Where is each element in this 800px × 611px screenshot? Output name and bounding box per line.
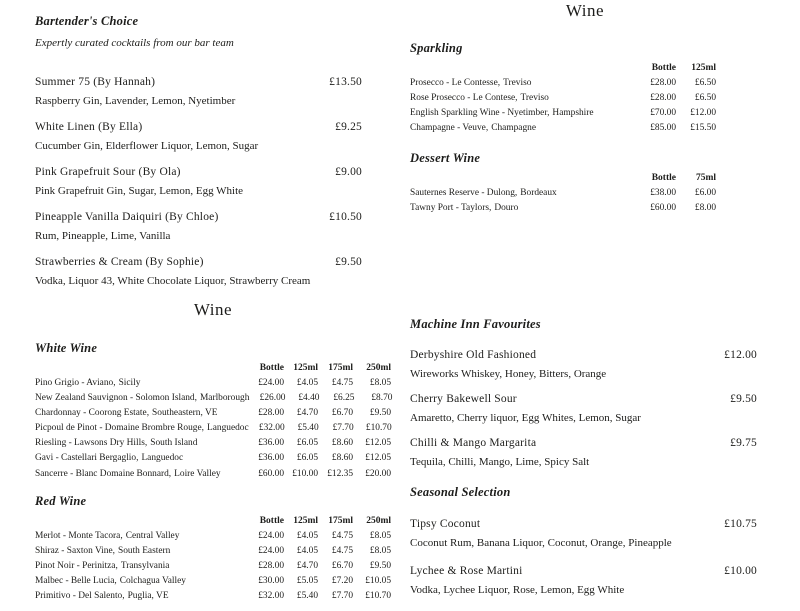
wine-price-bottle: £70.00 [650,108,676,119]
wine-name: Merlot - Monte Tacora, [35,530,123,541]
wine-price-bottle: £28.00 [650,93,676,104]
wine-price-125ml: £4.05 [296,530,318,541]
wine-region: Champagne [491,123,536,134]
cocktail-item [35,75,391,109]
cocktail-name: Summer 75 (By Hannah) [35,76,156,88]
cocktail-ingredients: Raspberry Gin, Lavender, Lemon, Nyetimber [35,95,236,107]
favourite-ingredients: Wireworks Whiskey, Honey, Bitters, Orange [410,367,607,380]
favourite-ingredients: Tequila, Chilli, Mango, Lime, Spicy Salt [410,455,590,468]
favourite-item [410,348,760,382]
wine-region: Colchagua Valley [119,575,186,586]
wine-region: Transylvania [120,560,170,571]
wine-price-bottle: £36.00 [258,438,284,449]
wine-row [410,186,716,201]
column-header-250ml: 250ml [366,515,391,526]
bartenders-choice-subtitle: Expertly curated cocktails from our bar team [35,37,234,49]
seasonal-ingredients: Vodka, Lychee Liquor, Rose, Lemon, Egg White [410,583,625,596]
column-header-125ml: 125ml [293,363,318,373]
favourite-price: £9.75 [730,436,757,449]
wine-region: Marlborough [199,393,250,404]
wine-name: Chardonnay - Coorong Estate, [35,408,150,419]
wine-row [410,121,716,136]
wine-name: Sauternes Reserve - Dulong, [410,188,518,199]
wine-price-bottle: £38.00 [650,188,676,199]
wine-region: Hampshire [552,108,594,119]
wine-price-125ml: £4.70 [296,560,318,571]
wine-price-bottle: £30.00 [258,575,284,586]
dessert-wine-title: Dessert Wine [410,151,481,166]
favourite-ingredients: Amaretto, Cherry liquor, Egg Whites, Lemon, Sugar [410,411,641,424]
wine-row [35,544,391,559]
wine-price-125ml: £5.40 [296,591,318,602]
right-column [410,1,760,611]
wine-price-125ml: £5.40 [297,423,319,434]
wine-row [35,421,391,436]
cocktail-item [35,210,391,244]
wine-price-125ml: £10.00 [292,468,318,479]
dessert-wine-header [410,171,716,186]
wine-name: Champagne - Veuve, [410,123,489,134]
wine-price-125ml: £4.70 [296,408,318,419]
wine-heading-left: Wine [193,300,233,319]
wine-row [35,529,391,544]
wine-price-250ml: £12.05 [365,453,391,464]
wine-region: Bordeaux [520,188,557,199]
wine-region: South Eastern [117,545,171,556]
wine-price-bottle: £24.00 [258,378,284,388]
column-header-bottle: Bottle [651,63,676,73]
cocktail-price: £9.00 [335,166,362,178]
column-header-175ml: 175ml [328,363,353,373]
wine-row [35,589,391,604]
wine-price-250ml: £8.70 [371,393,393,404]
wine-price-125ml: £4.05 [296,378,318,388]
favourite-name: Derbyshire Old Fashioned [410,348,537,361]
wine-row [35,391,391,406]
favourite-item [410,392,760,426]
wine-row [35,559,391,574]
red-wine-section [35,493,391,604]
wine-price-175ml: £7.70 [332,423,354,434]
cocktail-ingredients: Rum, Pineapple, Lime, Vanilla [35,230,171,242]
favourite-price: £9.50 [730,392,757,405]
wine-region: Loire Valley [174,468,221,479]
wine-price-125ml: £6.50 [694,93,716,104]
wine-name: English Sparkling Wine - Nyetimber, [410,108,550,119]
wine-price-125ml: £6.50 [694,78,716,88]
wine-price-125ml: £5.05 [296,575,318,586]
favourite-name: Cherry Bakewell Sour [410,392,517,405]
wine-price-250ml: £9.50 [369,560,391,571]
wine-price-175ml: £4.75 [331,530,353,541]
wine-price-125ml: £4.40 [298,393,320,404]
favourite-name-row [410,436,757,451]
wine-price-125ml: £12.00 [690,108,716,119]
cocktail-name-row [35,210,362,225]
wine-row [35,467,391,482]
cocktail-name-row [35,255,362,270]
wine-region: Languedoc [141,453,184,464]
cocktail-price: £13.50 [329,76,362,88]
left-column [35,13,391,604]
wine-price-bottle: £26.00 [259,393,286,404]
wine-price-bottle: £24.00 [258,530,284,541]
wine-price-175ml: £6.70 [331,408,353,419]
wine-price-175ml: £4.75 [331,545,353,556]
wine-price-125ml: £6.05 [296,453,318,464]
wine-price-175ml: £8.60 [331,453,353,464]
cocktail-name-row [35,75,362,90]
column-header-175ml: 175ml [328,515,353,526]
cocktail-name: Pineapple Vanilla Daiquiri (By Chloe) [35,211,219,223]
wine-price-bottle: £28.00 [650,78,676,88]
seasonal-name-row [410,517,757,532]
wine-price-250ml: £12.05 [365,438,391,449]
wine-price-125ml: £4.05 [296,545,318,556]
seasonal-price: £10.75 [724,517,757,530]
favourite-item [410,436,760,470]
cocktail-item [35,120,391,154]
favourites-title: Machine Inn Favourites [410,316,541,331]
wine-price-250ml: £8.05 [369,378,391,388]
seasonal-title: Seasonal Selection [410,484,511,499]
wine-name: Sancerre - Blanc Domaine Bonnard, [35,468,172,479]
wine-price-250ml: £10.05 [365,575,391,586]
wine-name: Prosecco - Le Contesse, [410,78,501,88]
wine-name: Picpoul de Pinot - Domaine Brombre Rouge, [35,423,204,434]
cocktail-price: £10.50 [329,211,362,223]
white-wine-header [35,361,391,376]
cocktail-ingredients: Pink Grapefruit Gin, Sugar, Lemon, Egg White [35,185,244,197]
cocktail-name-row [35,120,362,135]
favourite-name-row [410,348,757,363]
wine-price-175ml: £4.75 [331,378,353,388]
wine-region: Languedoc [207,423,249,434]
seasonal-price: £10.00 [724,564,757,577]
wine-price-75ml: £6.00 [694,188,716,199]
wine-region: Treviso [503,78,532,88]
wine-price-175ml: £7.70 [331,591,353,602]
white-wine-title: White Wine [35,341,98,355]
wine-region: Southeastern, VE [152,408,218,419]
wine-name: Pinot Noir - Perinitza, [35,560,118,571]
column-header-bottle: Bottle [259,515,284,526]
wine-row [410,76,716,91]
wine-row [35,436,391,451]
wine-name: Pino Grigio - Aviano, [35,378,116,388]
wine-price-250ml: £9.50 [369,408,391,419]
wine-price-bottle: £32.00 [258,423,285,434]
wine-row [410,106,716,121]
wine-price-bottle: £28.00 [258,560,284,571]
wine-row [410,91,716,106]
wine-price-250ml: £8.05 [369,545,391,556]
cocktail-list [35,75,391,289]
column-header-75ml: 75ml [695,173,716,184]
favourite-price: £12.00 [724,348,757,361]
cocktail-ingredients: Cucumber Gin, Elderflower Liquor, Lemon, Sugar [35,140,259,152]
wine-heading-right: Wine [565,1,605,20]
wine-price-75ml: £8.00 [694,203,716,214]
cocktail-price: £9.25 [335,121,362,133]
wine-name: Shiraz - Saxton Vine, [35,545,115,556]
seasonal-item [410,564,760,598]
wine-price-175ml: £6.25 [333,393,355,404]
seasonal-list [410,517,760,598]
wine-name: Malbec - Belle Lucia, [35,575,117,586]
wine-price-250ml: £10.70 [365,423,392,434]
seasonal-name: Tipsy Coconut [410,517,481,530]
wine-price-bottle: £60.00 [650,203,676,214]
cocktail-item [35,255,391,289]
cocktail-ingredients: Vodka, Liquor 43, White Chocolate Liquor, Strawberry Cream [35,275,311,287]
wine-row [35,574,391,589]
wine-region: Treviso [520,93,549,104]
wine-region: Sicily [118,378,141,388]
wine-name: Tawny Port - Taylors, [410,203,492,214]
wine-name: Gavi - Castellari Bergaglio, [35,453,139,464]
seasonal-name-row [410,564,757,579]
wine-name: Riesling - Lawsons Dry Hills, [35,438,148,449]
wine-region: South Island [150,438,198,449]
wine-name: Primitivo - Del Salento, [35,591,125,602]
favourite-name: Chilli & Mango Margarita [410,436,537,449]
wine-price-bottle: £28.00 [258,408,284,419]
cocktail-item [35,165,391,199]
wine-price-bottle: £32.00 [258,591,284,602]
column-header-bottle: Bottle [651,173,676,184]
red-wine-header [35,514,391,529]
sparkling-header [410,61,716,76]
cocktail-name: Pink Grapefruit Sour (By Ola) [35,166,181,178]
wine-name: New Zealand Sauvignon - Solomon Island, [35,393,197,404]
wine-price-175ml: £7.20 [331,575,353,586]
wine-price-175ml: £6.70 [331,560,353,571]
wine-region: Puglia, VE [127,591,169,602]
wine-price-bottle: £24.00 [258,545,284,556]
wine-region: Central Valley [125,530,180,541]
wine-price-125ml: £6.05 [296,438,318,449]
column-header-250ml: 250ml [366,363,391,373]
wine-price-bottle: £60.00 [258,468,284,479]
wine-price-175ml: £12.35 [327,468,353,479]
column-header-125ml: 125ml [293,515,318,526]
sparkling-title: Sparkling [410,41,463,55]
column-header-125ml: 125ml [691,63,716,73]
wine-price-bottle: £36.00 [258,453,284,464]
cocktail-name-row [35,165,362,180]
wine-price-175ml: £8.60 [331,438,353,449]
wine-price-125ml: £15.50 [690,123,716,134]
bartenders-choice-title: Bartender's Choice [35,14,139,28]
wine-price-250ml: £8.05 [369,530,391,541]
wine-price-250ml: £10.70 [365,591,391,602]
cocktail-price: £9.50 [335,256,362,268]
cocktail-name: White Linen (By Ella) [35,121,143,133]
wine-row [410,201,716,216]
red-wine-title: Red Wine [35,493,87,508]
seasonal-ingredients: Coconut Rum, Banana Liquor, Coconut, Orange, Pineapple [410,536,672,549]
seasonal-name: Lychee & Rose Martini [410,564,523,577]
column-header-bottle: Bottle [259,363,284,373]
wine-row [35,406,391,421]
cocktail-name: Strawberries & Cream (By Sophie) [35,256,204,268]
favourite-name-row [410,392,757,407]
wine-name: Rose Prosecco - Le Contese, [410,93,518,104]
wine-price-250ml: £20.00 [365,468,391,479]
seasonal-item [410,517,760,551]
wine-row [35,451,391,466]
wine-region: Douro [494,203,519,214]
wine-price-bottle: £85.00 [650,123,676,134]
favourites-list [410,348,760,470]
wine-row [35,376,391,391]
